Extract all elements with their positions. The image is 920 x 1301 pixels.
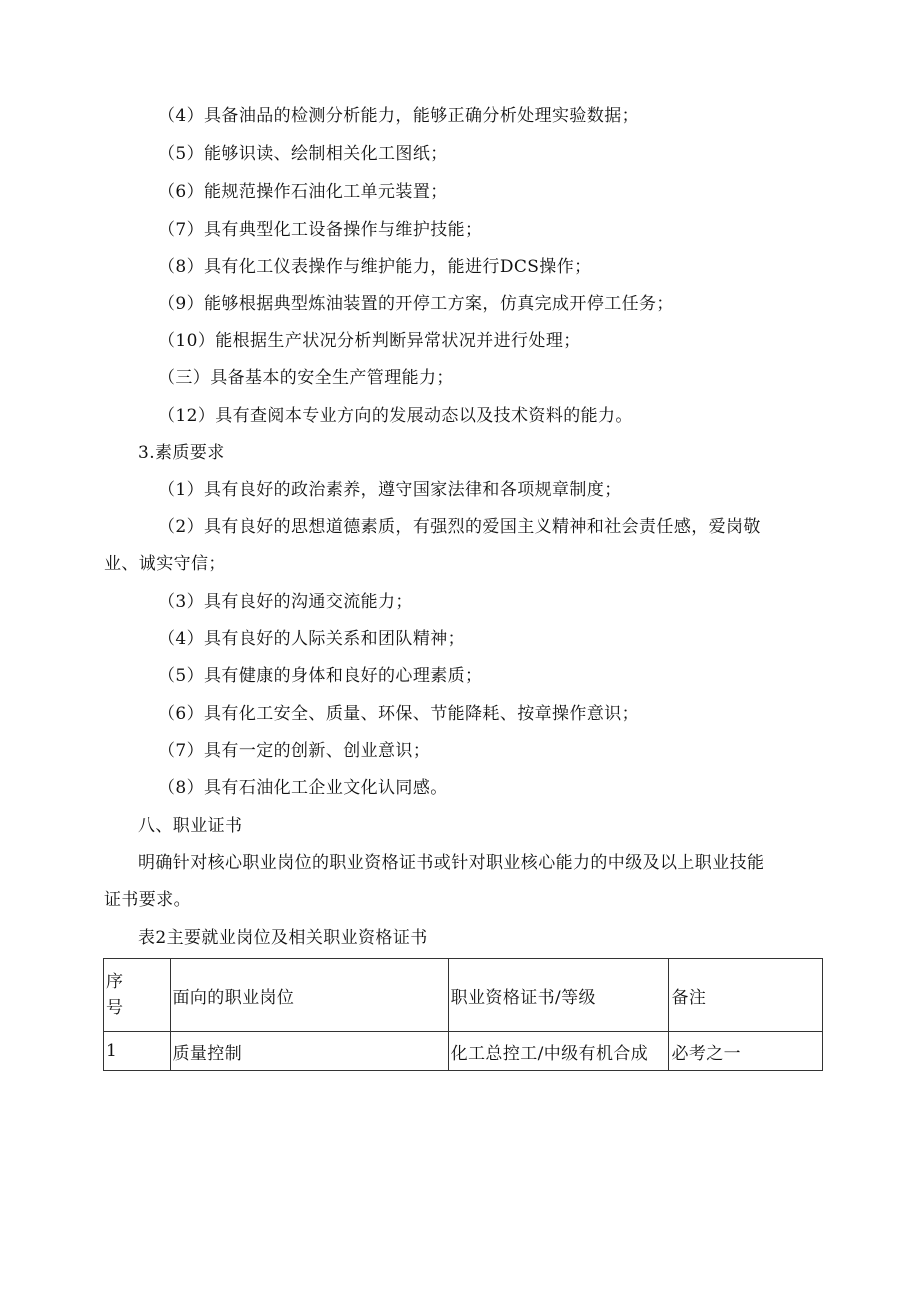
quality-item-4: （4）具有良好的人际关系和团队精神； — [158, 629, 466, 649]
header-seq-line2: 号 — [106, 998, 124, 1018]
quality-item-6: （6）具有化工安全、质量、环保、节能降耗、按章操作意识； — [158, 704, 640, 724]
ability-item-9: （9）能够根据典型炼油装置的开停工方案，仿真完成开停工任务； — [158, 294, 674, 314]
ability-item-11: （三）具备基本的安全生产管理能力； — [158, 368, 454, 388]
quality-item-5: （5）具有健康的身体和良好的心理素质； — [158, 666, 483, 686]
section-heading-quality: 3.素质要求 — [138, 443, 225, 463]
cell-remark: 必考之一 — [669, 1032, 823, 1071]
ability-item-8: （8）具有化工仪表操作与维护能力，能进行DCS操作； — [158, 257, 592, 277]
header-seq — [104, 959, 171, 1032]
quality-item-7: （7）具有一定的创新、创业意识； — [158, 741, 431, 761]
ability-item-5: （5）能够识读、绘制相关化工图纸； — [158, 144, 448, 164]
header-remark: 备注 — [669, 959, 823, 1032]
quality-item-8: （8）具有石油化工企业文化认同感。 — [158, 778, 448, 798]
header-seq-line1: 序 — [106, 972, 124, 992]
ability-item-12: （12）具有查阅本专业方向的发展动态以及技术资料的能力。 — [158, 406, 633, 426]
quality-item-2-line2: 业、诚实守信； — [104, 554, 226, 574]
ability-item-10: （10）能根据生产状况分析判断异常状况并进行处理； — [158, 331, 581, 351]
table-header-row — [104, 959, 823, 1032]
certificate-paragraph-line1: 明确针对核心职业岗位的职业资格证书或针对职业核心能力的中级及以上职业技能 — [138, 853, 765, 873]
section-heading-certificates: 八、职业证书 — [138, 816, 243, 836]
quality-item-1: （1）具有良好的政治素养，遵守国家法律和各项规章制度； — [158, 480, 622, 500]
quality-item-3: （3）具有良好的沟通交流能力； — [158, 592, 413, 612]
ability-item-4: （4）具备油品的检测分析能力，能够正确分析处理实验数据； — [158, 106, 640, 126]
cell-certificate: 化工总控工/中级有机合成 — [448, 1032, 669, 1071]
ability-item-7: （7）具有典型化工设备操作与维护技能； — [158, 220, 483, 240]
quality-item-2-line1: （2）具有良好的思想道德素质，有强烈的爱国主义精神和社会责任感，爱岗敬 — [158, 517, 761, 537]
header-certificate: 职业资格证书/等级 — [448, 959, 669, 1032]
cell-seq: 1 — [104, 1032, 171, 1071]
header-position: 面向的职业岗位 — [170, 959, 448, 1032]
table-row — [104, 1032, 823, 1071]
certificate-table — [103, 958, 823, 1071]
table-caption: 表2主要就业岗位及相关职业资格证书 — [138, 928, 428, 948]
certificate-paragraph-line2: 证书要求。 — [104, 890, 191, 910]
ability-item-6: （6）能规范操作石油化工单元装置； — [158, 182, 448, 202]
cell-position: 质量控制 — [170, 1032, 448, 1071]
